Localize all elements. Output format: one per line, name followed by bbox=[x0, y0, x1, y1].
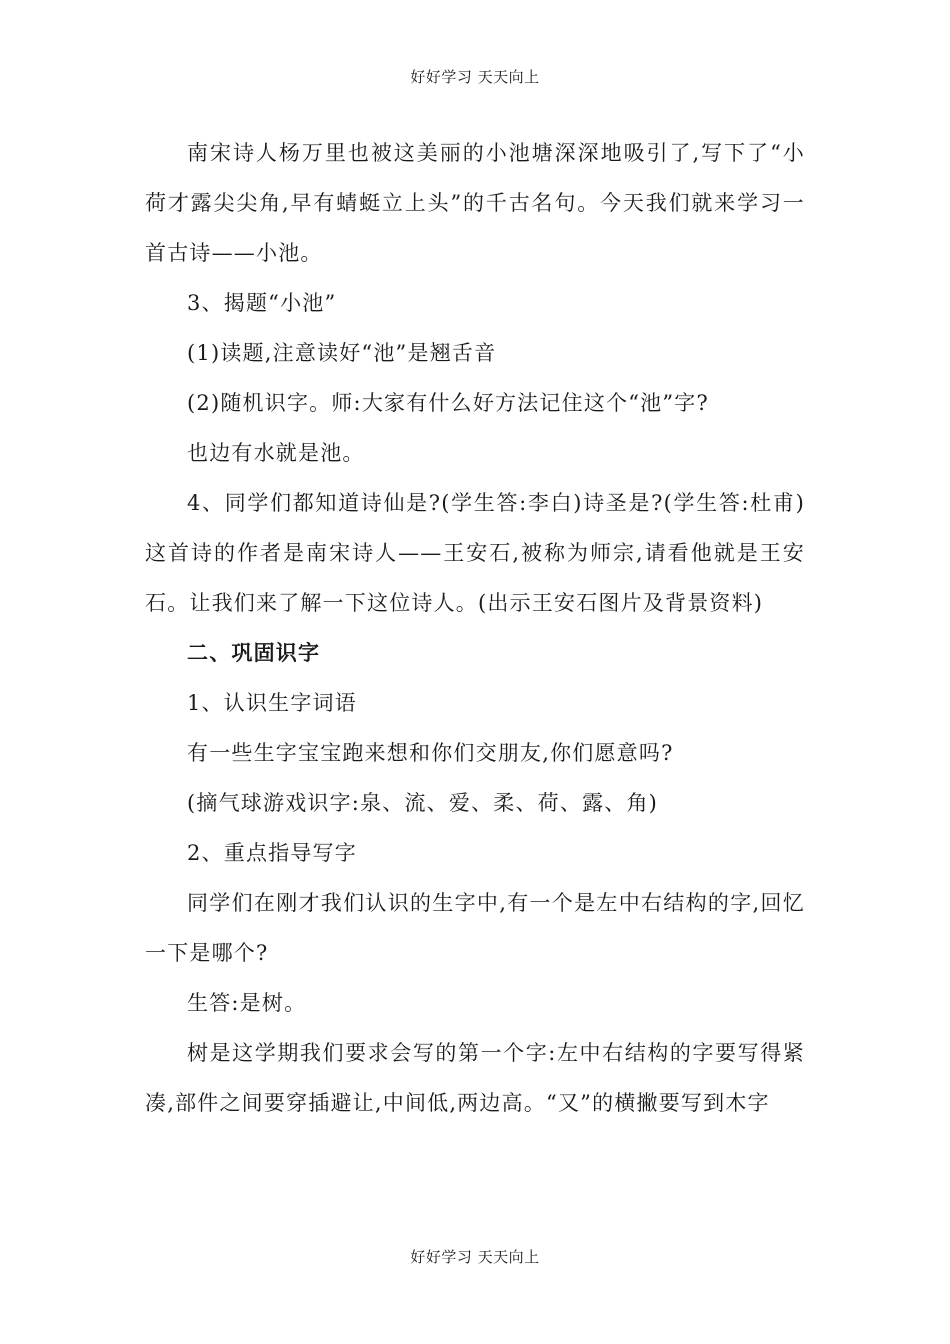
page-header: 好好学习 天天向上 bbox=[410, 68, 540, 86]
paragraph-recall-structure: 同学们在刚才我们认识的生字中,有一个是左中右结构的字,回忆一下是哪个? bbox=[145, 891, 805, 965]
paragraph-reveal-title: 3、揭题“小池” bbox=[187, 291, 337, 315]
paragraph-writing-guide: 2、重点指导写字 bbox=[187, 841, 357, 865]
paragraph-read-title: (1)读题,注意读好“池”是翘舌音 bbox=[187, 341, 497, 365]
paragraph-balloon-game: (摘气球游戏识字:泉、流、爱、柔、荷、露、角) bbox=[187, 791, 659, 815]
document-body bbox=[145, 128, 805, 1128]
paragraph-tree-character: 树是这学期我们要求会写的第一个字:左中右结构的字要写得紧凑,部件之间要穿插避让,中间低,两边高。“又”的横撇要写到木字 bbox=[145, 1041, 805, 1115]
paragraph-intro: 南宋诗人杨万里也被这美丽的小池塘深深地吸引了,写下了“小荷才露尖尖角,早有蜻蜓立上头”的千古名句。今天我们就来学习一首古诗——小池。 bbox=[145, 141, 805, 265]
paragraph-random-literacy: (2)随机识字。师:大家有什么好方法记住这个“池”字? bbox=[187, 391, 709, 415]
paragraph-student-answer: 生答:是树。 bbox=[187, 991, 307, 1015]
paragraph-learn-words: 1、认识生字词语 bbox=[187, 691, 357, 715]
section-heading-consolidate: 二、巩固识字 bbox=[187, 640, 321, 665]
paragraph-water-chi: 也边有水就是池。 bbox=[187, 441, 365, 465]
page-footer: 好好学习 天天向上 bbox=[410, 1248, 540, 1266]
paragraph-make-friends: 有一些生字宝宝跑来想和你们交朋友,你们愿意吗? bbox=[187, 741, 674, 765]
paragraph-poet-intro: 4、同学们都知道诗仙是?(学生答:李白)诗圣是?(学生答:杜甫)这首诗的作者是南宋诗人——王安石,被称为师宗,请看他就是王安石。让我们来了解一下这位诗人。(出示王安石图片及背景资料) bbox=[145, 491, 805, 615]
